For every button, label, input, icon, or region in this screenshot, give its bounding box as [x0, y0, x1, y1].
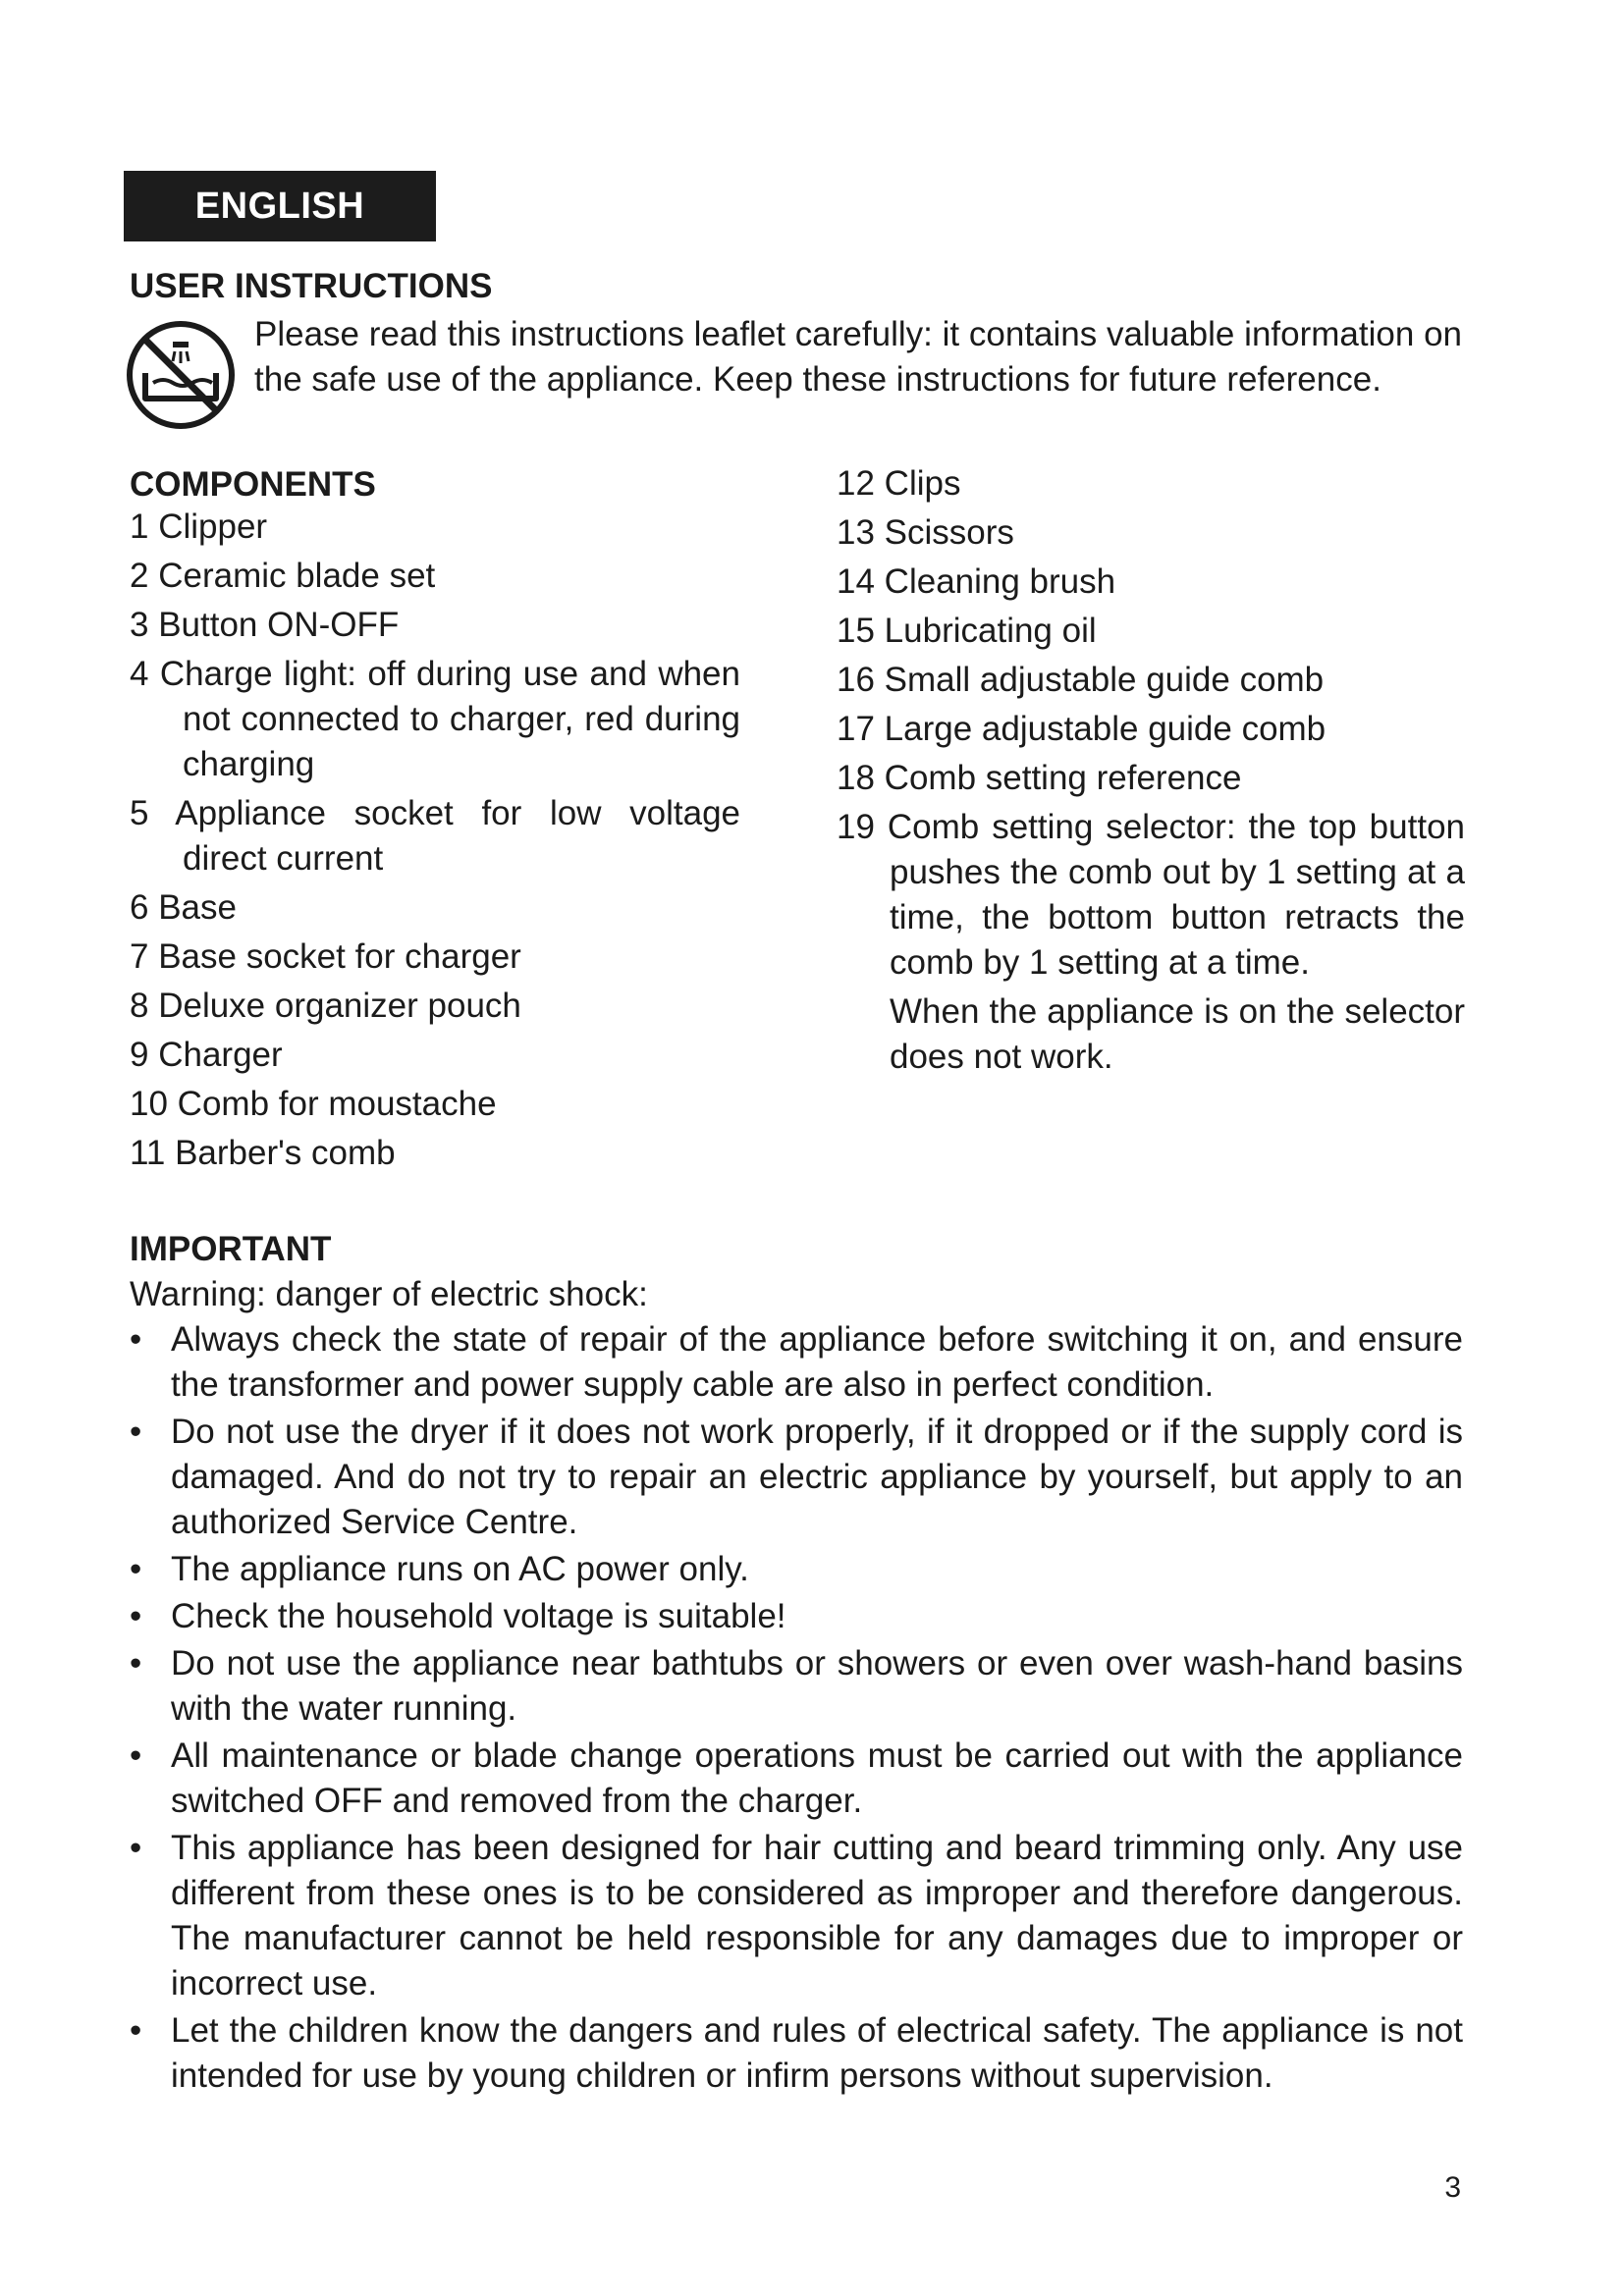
list-item: • All maintenance or blade change operations must be carried out with the appliance switched OFF and removed from the charger. [130, 1734, 1463, 1824]
bullet-icon: • [130, 1644, 142, 1682]
page-number: 3 [1444, 2171, 1461, 2204]
bullet-icon: • [130, 1736, 142, 1775]
no-water-warning-icon [124, 318, 238, 432]
list-item: • This appliance has been designed for hair cutting and beard trimming only. Any use different from these ones is to be considered as improper and therefore dangerous. The manufacturer cannot be held responsible for any damages due to improper or incorrect use. [130, 1826, 1463, 2006]
list-item: • Let the children know the dangers and rules of electrical safety. The appliance is not intended for use by young children or infirm persons without supervision. [130, 2008, 1463, 2099]
component-item: 5 Appliance socket for low voltage direct current [130, 794, 741, 878]
component-item: 1 Clipper [130, 507, 268, 546]
important-bullets [130, 1317, 1463, 2099]
component-item: 19 Comb setting selector: the top button pushes the comb out by 1 setting at a time, the bottom button retracts the comb by 1 setting at a time. [837, 808, 1465, 982]
component-item: 2 Ceramic blade set [130, 557, 436, 595]
list-item: • Always check the state of repair of the appliance before switching it on, and ensure the transformer and power supply cable are also in perfect condition. [130, 1317, 1463, 1408]
selector-note: When the appliance is on the selector does not work. [890, 992, 1465, 1076]
component-item: 8 Deluxe organizer pouch [130, 987, 521, 1025]
bullet-icon: • [130, 1829, 142, 1867]
components-list-left [130, 505, 740, 1180]
component-item: 4 Charge light: off during use and when not connected to charger, red during charging [130, 655, 740, 783]
component-item: 18 Comb setting reference [837, 759, 1242, 797]
list-item: • Do not use the appliance near bathtubs or showers or even over wash-hand basins with the water running. [130, 1641, 1463, 1732]
component-item: 7 Base socket for charger [130, 937, 521, 976]
list-item: • Do not use the dryer if it does not work properly, if it dropped or if the supply cord is damaged. And do not try to repair an electric appliance by yourself, but apply to an authorized Service Centre. [130, 1410, 1463, 1545]
component-item: 16 Small adjustable guide comb [837, 661, 1325, 699]
component-item: 17 Large adjustable guide comb [837, 710, 1326, 748]
list-item: • Check the household voltage is suitable! [130, 1594, 1463, 1639]
warning-text: Warning: danger of electric shock: [130, 1275, 648, 1313]
component-item: 13 Scissors [837, 513, 1014, 552]
important-section [130, 1227, 1463, 2101]
component-item: 10 Comb for moustache [130, 1085, 497, 1123]
language-tab: ENGLISH [124, 171, 436, 241]
intro-text: Please read this instructions leaflet carefully: it contains valuable information on the safe use of the appliance. Keep these instructions for future reference. [254, 315, 1462, 399]
important-title: IMPORTANT [130, 1230, 332, 1268]
component-item: 9 Charger [130, 1036, 283, 1074]
components-title: COMPONENTS [130, 465, 376, 504]
component-item: 12 Clips [837, 464, 961, 503]
user-instructions-title: USER INSTRUCTIONS [130, 267, 493, 305]
bullet-icon: • [130, 1320, 142, 1359]
bullet-icon: • [130, 1597, 142, 1635]
component-item: 14 Cleaning brush [837, 562, 1116, 601]
bullet-icon: • [130, 2011, 142, 2050]
bullet-icon: • [130, 1550, 142, 1588]
component-item: 6 Base [130, 888, 237, 927]
components-list-right [837, 461, 1465, 1080]
component-item: 15 Lubricating oil [837, 612, 1097, 650]
component-item: 3 Button ON-OFF [130, 606, 400, 644]
bullet-icon: • [130, 1413, 142, 1451]
component-item: 11 Barber's comb [130, 1134, 396, 1172]
list-item: • The appliance runs on AC power only. [130, 1547, 1463, 1592]
